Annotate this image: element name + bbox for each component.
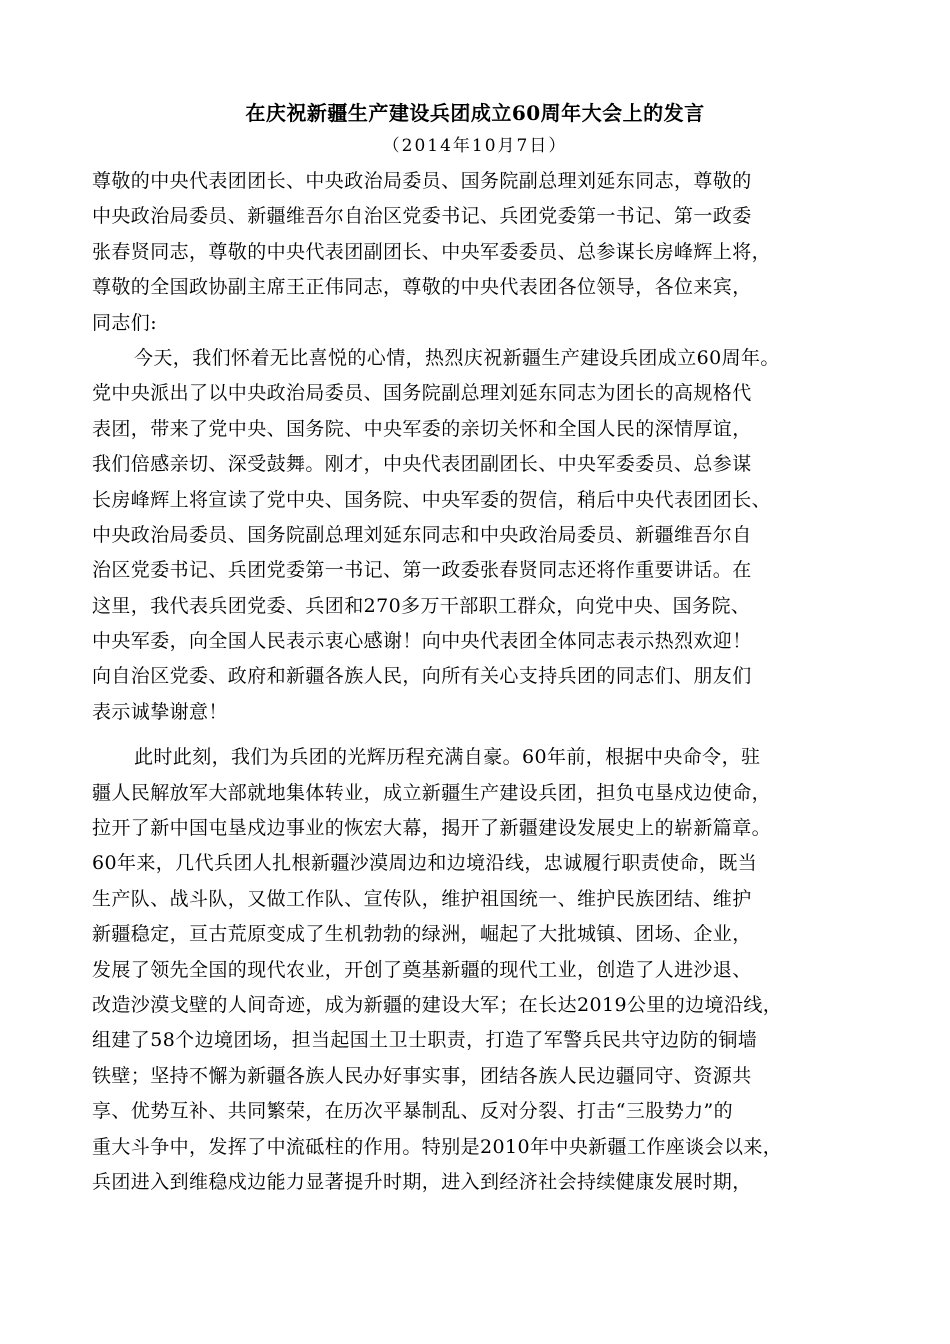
paragraph-line: 表团，带来了党中央、国务院、中央军委的亲切关怀和全国人民的深情厚谊，: [92, 417, 752, 440]
paragraph-line: 拉开了新中国屯垦戍边事业的恢宏大幕，揭开了新疆建设发展史上的崭新篇章。: [92, 817, 772, 840]
paragraph-1: [92, 341, 882, 730]
salutation-line: 中央政治局委员、新疆维吾尔自治区党委书记、兵团党委第一书记、第一政委: [92, 205, 752, 228]
paragraph-line: 兵团进入到维稳戍边能力显著提升时期，进入到经济社会持续健康发展时期，: [92, 1170, 752, 1193]
paragraph-line: 享、优势互补、共同繁荣，在历次平暴制乱、反对分裂、打击“三股势力”的: [92, 1100, 734, 1123]
paragraph-line: 组建了58个边境团场，担当起国土卫士职责，打造了军警兵民共守边防的铜墙: [92, 1029, 758, 1052]
paragraph-line: 中央军委，向全国人民表示衷心感谢！向中央代表团全体同志表示热烈欢迎！: [92, 630, 752, 653]
paragraph-line: 中央政治局委员、国务院副总理刘延东同志和中央政治局委员、新疆维吾尔自: [92, 523, 752, 546]
paragraph-line: 60年来，几代兵团人扎根新疆沙漠周边和边境沿线，忠诚履行职责使命，既当: [92, 852, 758, 875]
paragraph-line: 今天，我们怀着无比喜悦的心情，热烈庆祝新疆生产建设兵团成立60周年。: [134, 346, 780, 369]
paragraph-line: 生产队、战斗队，又做工作队、宣传队，维护祖国统一、维护民族团结、维护: [92, 887, 752, 910]
paragraph-line: 这里，我代表兵团党委、兵团和270多万干部职工群众，向党中央、国务院、: [92, 594, 751, 617]
document-title: 在庆祝新疆生产建设兵团成立60周年大会上的发言: [245, 101, 705, 125]
paragraph-line: 表示诚挚谢意！: [92, 700, 228, 723]
paragraph-2: [92, 740, 882, 1200]
paragraph-line: 疆人民解放军大部就地集体转业，成立新疆生产建设兵团，担负屯垦戍边使命，: [92, 781, 772, 804]
salutation-line: 尊敬的全国政协副主席王正伟同志，尊敬的中央代表团各位领导，各位来宾，: [92, 276, 752, 299]
paragraph-line: 此时此刻，我们为兵团的光辉历程充满自豪。60年前，根据中央命令，驻: [134, 746, 761, 769]
document-body: [92, 164, 882, 1200]
paragraph-line: 党中央派出了以中央政治局委员、国务院副总理刘延东同志为团长的高规格代: [92, 382, 752, 405]
paragraph-line: 新疆稳定，亘古荒原变成了生机勃勃的绿洲，崛起了大批城镇、团场、企业，: [92, 923, 752, 946]
paragraph-line: 长房峰辉上将宣读了党中央、国务院、中央军委的贺信，稍后中央代表团团长、: [92, 488, 772, 511]
paragraph-line: 改造沙漠戈壁的人间奇迹，成为新疆的建设大军；在长达2019公里的边境沿线，: [92, 993, 783, 1016]
salutation-block: [92, 164, 882, 341]
paragraph-line: 铁壁；坚持不懈为新疆各族人民办好事实事，团结各族人民边疆同守、资源共: [92, 1064, 752, 1087]
salutation-line: 尊敬的中央代表团团长、中央政治局委员、国务院副总理刘延东同志，尊敬的: [92, 170, 752, 192]
document-date: （2014年10月7日）: [382, 136, 568, 156]
paragraph-spacer: [92, 730, 882, 740]
paragraph-line: 治区党委书记、兵团党委第一书记、第一政委张春贤同志还将作重要讲话。在: [92, 559, 752, 582]
paragraph-line: 向自治区党委、政府和新疆各族人民，向所有关心支持兵团的同志们、朋友们: [92, 665, 752, 688]
paragraph-line: 发展了领先全国的现代农业，开创了奠基新疆的现代工业，创造了人进沙退、: [92, 958, 752, 981]
salutation-line: 张春贤同志，尊敬的中央代表团副团长、中央军委委员、总参谋长房峰辉上将，: [92, 240, 772, 263]
paragraph-line: 我们倍感亲切、深受鼓舞。刚才，中央代表团副团长、中央军委委员、总参谋: [92, 453, 752, 476]
paragraph-line: 重大斗争中，发挥了中流砥柱的作用。特别是2010年中央新疆工作座谈会以来，: [92, 1135, 783, 1158]
salutation-line: 同志们:: [92, 311, 158, 334]
